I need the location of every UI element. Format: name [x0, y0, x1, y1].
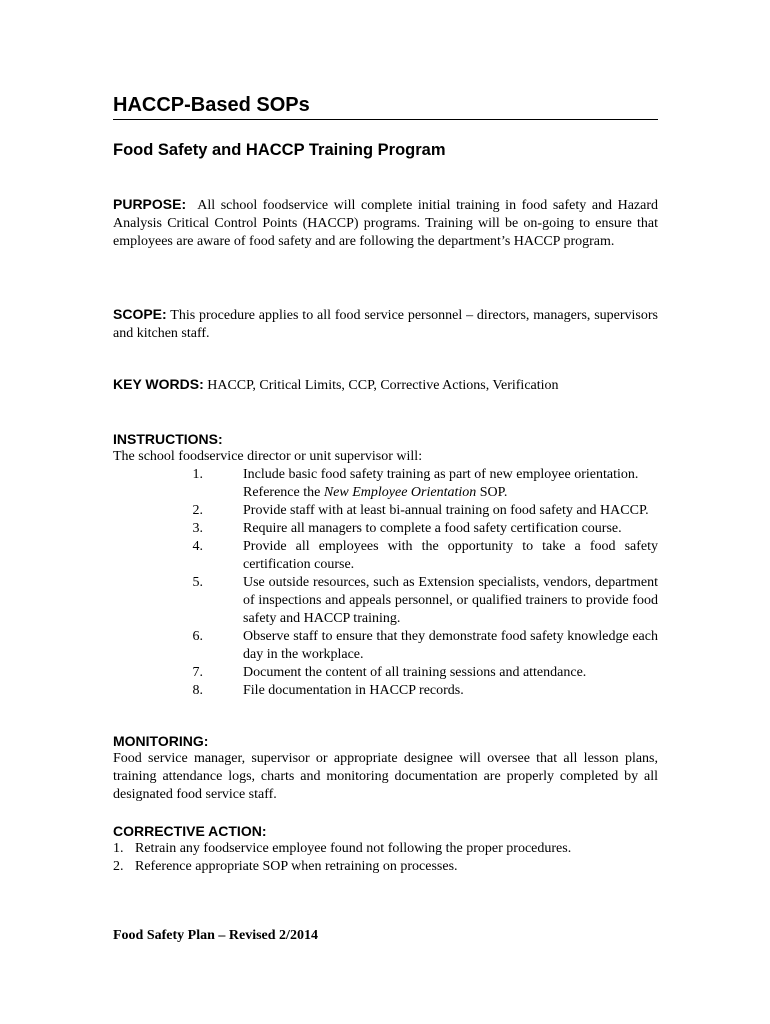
key-words-label: KEY WORDS:: [113, 376, 204, 392]
list-item: [113, 502, 658, 520]
list-item-text: Document the content of all training sessions and attendance.: [243, 665, 587, 680]
sop-reference: New Employee Orientation: [323, 485, 477, 500]
list-item: [113, 628, 658, 664]
instructions-heading: INSTRUCTIONS:: [113, 431, 223, 447]
instructions-section: [113, 430, 658, 700]
purpose-label: PURPOSE:: [113, 196, 187, 212]
monitoring-section: [113, 732, 658, 804]
instructions-list: [113, 466, 658, 700]
page-title: HACCP-Based SOPs: [113, 92, 658, 120]
purpose-text: All school foodservice will complete initial training in food safety and Hazard Analysis Critical Control Points (HACCP) programs. Training will be on-going to ensure that employees are aware of food safety and are following the department’s HACCP program.: [113, 198, 659, 249]
purpose-section: [113, 195, 658, 251]
list-item-number: 8.: [192, 683, 203, 698]
document-subtitle: Food Safety and HACCP Training Program: [113, 141, 446, 159]
list-item: [113, 682, 658, 700]
corrective-action-section: [113, 822, 658, 876]
list-item-text: Require all managers to complete a food safety certification course.: [243, 521, 622, 536]
list-item: [113, 520, 658, 538]
list-item: [113, 858, 658, 876]
corrective-action-heading: CORRECTIVE ACTION:: [113, 823, 267, 839]
monitoring-heading: MONITORING:: [113, 733, 209, 749]
list-item-text: Observe staff to ensure that they demonstrate food safety knowledge each day in the workplace.: [243, 629, 658, 662]
list-item: [113, 538, 658, 574]
list-item-text: [203, 466, 658, 502]
list-item-text: Retrain any foodservice employee found not following the proper procedures.: [135, 841, 572, 856]
list-item: [113, 664, 658, 682]
list-item: [113, 466, 658, 502]
list-item-number: 6.: [192, 629, 203, 644]
list-item-text-suffix: SOP.: [476, 485, 508, 500]
list-item-number: 4.: [192, 539, 203, 554]
list-item-text: Use outside resources, such as Extension specialists, vendors, department of inspections and appeals personnel, or qualified trainers to provide food safety and HACCP training.: [243, 575, 658, 626]
list-item-number: 2.: [113, 859, 124, 874]
instructions-intro: The school foodservice director or unit supervisor will:: [113, 449, 423, 464]
list-item-text: File documentation in HACCP records.: [243, 683, 464, 698]
list-item-text: Reference appropriate SOP when retraining on processes.: [135, 859, 458, 874]
key-words-section: [113, 375, 658, 395]
key-words-text: HACCP, Critical Limits, CCP, Corrective Actions, Verification: [207, 378, 559, 393]
list-item-text-line: Include basic food safety training as part of new employee orientation.: [243, 467, 639, 482]
list-item-number: 3.: [192, 521, 203, 536]
list-item-text: Provide staff with at least bi-annual training on food safety and HACCP.: [243, 503, 649, 518]
list-item-text-prefix: Reference the: [243, 485, 324, 500]
monitoring-text: Food service manager, supervisor or appropriate designee will oversee that all lesson plans, training attendance logs, charts and monitoring documentation are properly completed by all designated food service staff.: [113, 751, 658, 802]
scope-text: This procedure applies to all food service personnel – directors, managers, supervisors and kitchen staff.: [113, 308, 658, 341]
scope-section: [113, 305, 658, 343]
page-footer: Food Safety Plan – Revised 2/2014: [113, 928, 318, 943]
list-item: [113, 840, 658, 858]
list-item-number: 5.: [192, 575, 203, 590]
list-item-text: Provide all employees with the opportunity to take a food safety certification course.: [243, 539, 658, 572]
list-item: [113, 574, 658, 628]
scope-label: SCOPE:: [113, 306, 167, 322]
list-item-number: 2.: [192, 503, 203, 518]
list-item-number: 7.: [192, 665, 203, 680]
list-item-number: 1.: [113, 841, 124, 856]
corrective-action-list: [113, 840, 658, 876]
list-item-number: 1.: [192, 467, 203, 482]
